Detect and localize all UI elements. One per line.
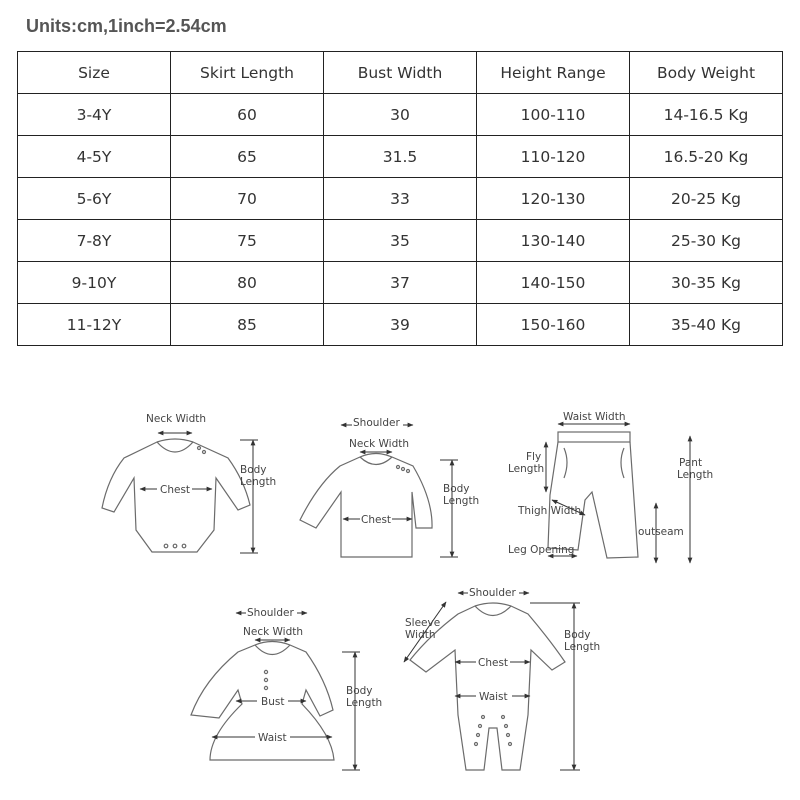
pants-pocket (621, 448, 624, 478)
cell-body-weight: 14-16.5 Kg (630, 94, 783, 136)
cell-bust-width: 33 (324, 178, 477, 220)
cell-skirt-length: 70 (171, 178, 324, 220)
snap-button (482, 716, 485, 719)
cell-body-weight: 25-30 Kg (630, 220, 783, 262)
snap-button (505, 725, 508, 728)
snap-button (182, 544, 186, 548)
shirt-outline (300, 454, 432, 558)
body-length-label-line1: Body (240, 464, 267, 476)
pants-diagram (508, 411, 713, 563)
body-length-label-line1: Body (564, 629, 591, 641)
units-note: Units:cm,1inch=2.54cm (26, 16, 227, 36)
header-size: Size (18, 52, 171, 94)
body-length-label-line2: Length (443, 495, 480, 507)
shoulder-label: Shoulder (353, 417, 400, 429)
measurement-diagrams (0, 380, 800, 800)
table-row (18, 220, 783, 262)
dress-button (264, 678, 267, 681)
cell-size: 7-8Y (18, 220, 171, 262)
pants-waistband (558, 432, 630, 442)
romper-collar (475, 606, 511, 616)
cell-body-weight: 30-35 Kg (630, 262, 783, 304)
pant-length-label-line1: Pant (679, 457, 703, 469)
bodysuit-collar (157, 442, 193, 452)
body-length-label-line1: Body (346, 685, 373, 697)
waist-width-label: Waist Width (563, 411, 626, 423)
waist-label: Waist (258, 732, 287, 744)
chest-label: Chest (361, 514, 392, 526)
table-row (18, 262, 783, 304)
snap-button (173, 544, 177, 548)
body-length-label-line2: Length (346, 697, 383, 709)
cell-size: 9-10Y (18, 262, 171, 304)
shirt-diagram (300, 417, 479, 557)
cell-body-weight: 20-25 Kg (630, 178, 783, 220)
leg-opening-label: Leg Opening (508, 544, 575, 556)
cell-skirt-length: 65 (171, 136, 324, 178)
body-length-label-line1: Body (443, 483, 470, 495)
header-body-weight: Body Weight (630, 52, 783, 94)
cell-skirt-length: 85 (171, 304, 324, 346)
bust-label: Bust (261, 696, 285, 708)
cell-size: 4-5Y (18, 136, 171, 178)
snap-button (475, 743, 478, 746)
snap-button (509, 743, 512, 746)
snap-button (507, 734, 510, 737)
dress-button (264, 686, 267, 689)
dress-button (264, 670, 267, 673)
cell-body-weight: 35-40 Kg (630, 304, 783, 346)
pant-length-label-line2: Length (677, 469, 714, 481)
snap-button (164, 544, 168, 548)
cell-bust-width: 35 (324, 220, 477, 262)
cell-size: 3-4Y (18, 94, 171, 136)
table-row (18, 304, 783, 346)
cell-skirt-length: 75 (171, 220, 324, 262)
cell-size: 11-12Y (18, 304, 171, 346)
cell-height-range: 110-120 (477, 136, 630, 178)
table-row (18, 94, 783, 136)
sleeve-width-label-line2: Width (405, 629, 436, 641)
shoulder-button (397, 466, 400, 469)
cell-body-weight: 16.5-20 Kg (630, 136, 783, 178)
cell-bust-width: 31.5 (324, 136, 477, 178)
chest-label: Chest (478, 657, 509, 669)
body-length-label-line2: Length (564, 641, 601, 653)
shoulder-label: Shoulder (247, 607, 294, 619)
romper-diagram (404, 587, 600, 770)
cell-size: 5-6Y (18, 178, 171, 220)
size-chart-table (17, 51, 783, 346)
cell-bust-width: 39 (324, 304, 477, 346)
shirt-collar (360, 457, 392, 465)
dress-diagram (191, 607, 382, 770)
neck-width-label: Neck Width (146, 413, 207, 425)
neck-width-label: Neck Width (243, 626, 304, 638)
snap-button (477, 734, 480, 737)
pants-pocket (564, 448, 567, 478)
chest-label: Chest (160, 484, 191, 496)
cell-height-range: 100-110 (477, 94, 630, 136)
cell-skirt-length: 80 (171, 262, 324, 304)
cell-height-range: 130-140 (477, 220, 630, 262)
cell-bust-width: 30 (324, 94, 477, 136)
shoulder-button (402, 468, 405, 471)
header-skirt-length: Skirt Length (171, 52, 324, 94)
shoulder-label: Shoulder (469, 587, 516, 599)
outseam-label: outseam (638, 526, 684, 538)
shoulder-button (407, 470, 410, 473)
sleeve-width-label-line1: Sleeve (405, 617, 441, 629)
thigh-width-label: Thigh Width (518, 505, 582, 517)
header-bust-width: Bust Width (324, 52, 477, 94)
table-header-row (18, 52, 783, 94)
bodysuit-diagram (102, 413, 276, 553)
cell-bust-width: 37 (324, 262, 477, 304)
fly-length-label-line1: Fly (526, 451, 542, 463)
cell-height-range: 140-150 (477, 262, 630, 304)
cell-height-range: 120-130 (477, 178, 630, 220)
body-length-label-line2: Length (240, 476, 277, 488)
fly-length-label-line2: Length (508, 463, 545, 475)
dress-collar (255, 645, 290, 655)
table-row (18, 178, 783, 220)
table-row (18, 136, 783, 178)
cell-skirt-length: 60 (171, 94, 324, 136)
neck-width-label: Neck Width (349, 438, 410, 450)
waist-label: Waist (479, 691, 508, 703)
shoulder-snap (198, 447, 201, 450)
shoulder-snap (203, 451, 206, 454)
snap-button (479, 725, 482, 728)
pants-outline (548, 442, 638, 558)
snap-button (502, 716, 505, 719)
cell-height-range: 150-160 (477, 304, 630, 346)
header-height-range: Height Range (477, 52, 630, 94)
